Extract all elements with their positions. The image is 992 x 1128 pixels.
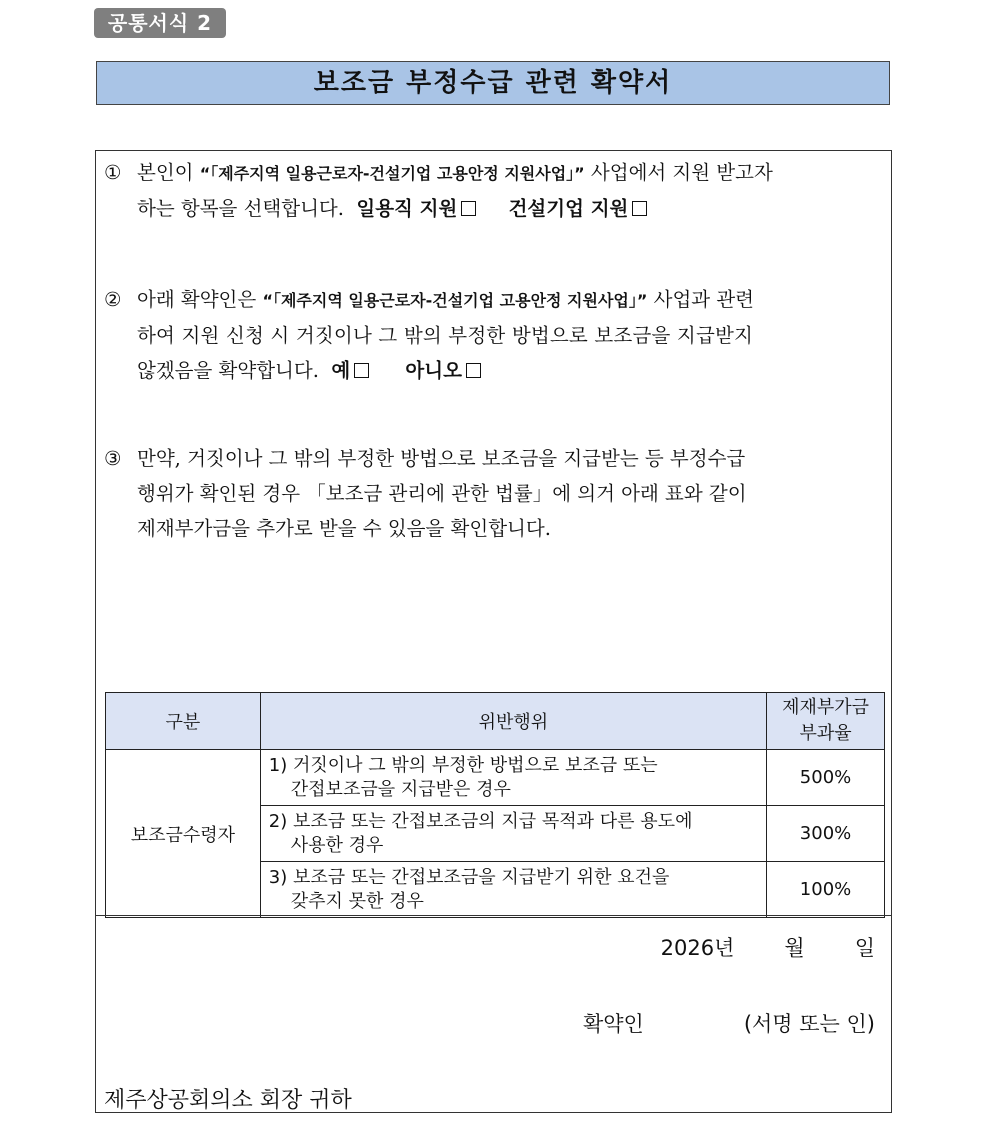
addressee: 제주상공회의소 회장 귀하 (104, 1088, 352, 1113)
category-cell: 보조금수령자 (106, 750, 261, 918)
signer-label: 확약인 (582, 1012, 644, 1036)
section-3-line-2-text: 행위가 확인된 경우 「보조금 관리에 관한 법률」에 의거 아래 표와 같이 (137, 482, 747, 505)
option-construction-company-checkbox[interactable] (632, 201, 647, 216)
violation-cell (260, 862, 766, 918)
header-violation: 위반행위 (260, 693, 766, 750)
header-rate-line-1: 제재부가금 (782, 697, 870, 718)
section-2-suffix: 사업과 관련 (653, 288, 754, 311)
section-2 (104, 282, 876, 388)
date-year: 2026년 (660, 936, 735, 960)
violation-line-1: 1) 거짓이나 그 밖의 부정한 방법으로 보조금 또는 (268, 754, 658, 776)
section-3-line-1-text: 만약, 거짓이나 그 밖의 부정한 방법으로 보조금을 지급받는 등 부정수급 (137, 447, 746, 470)
date-day: 일 (854, 936, 875, 960)
section-3-line-3-text: 제재부가금을 추가로 받을 수 있음을 확인합니다. (137, 517, 551, 540)
section-2-line-3 (104, 353, 876, 388)
section-1-suffix: 사업에서 지원 받고자 (590, 161, 773, 184)
section-1-number: ① (104, 161, 122, 184)
agree-no-checkbox[interactable] (466, 363, 481, 378)
signer-line (583, 1008, 875, 1038)
section-2-program-name: “「제주지역 일용근로자-건설기업 고용안정 지원사업」” (262, 291, 648, 310)
section-2-line-2-text: 하여 지원 신청 시 거짓이나 그 밖의 부정한 방법으로 보조금을 지급받지 (137, 324, 754, 347)
section-2-line-1 (104, 282, 876, 318)
option-daily-worker-checkbox[interactable] (461, 201, 476, 216)
section-3-line-3 (104, 511, 876, 546)
section-1-program-name: “「제주지역 일용근로자-건설기업 고용안정 지원사업」” (199, 164, 585, 183)
section-1-line-2 (104, 191, 876, 226)
signature-section-divider (95, 915, 892, 916)
date-month: 월 (784, 936, 805, 960)
rate-cell: 100% (767, 862, 885, 918)
section-1-line-2-text: 하는 항목을 선택합니다. (137, 197, 344, 220)
section-2-number: ② (104, 288, 122, 311)
violation-cell (260, 750, 766, 806)
section-1-line-1 (104, 155, 876, 191)
section-2-line-2 (104, 318, 876, 353)
rate-cell: 500% (767, 750, 885, 806)
header-rate-line-2: 부과율 (799, 723, 852, 744)
rate-cell: 300% (767, 806, 885, 862)
signer-sign-placeholder: (서명 또는 인) (743, 1012, 875, 1036)
violation-cell (260, 806, 766, 862)
agree-yes-label: 예 (331, 359, 351, 382)
agree-no-label: 아니오 (405, 359, 462, 382)
header-category: 구분 (106, 693, 261, 750)
header-rate (767, 693, 885, 750)
section-3-line-1 (104, 441, 876, 476)
agree-yes-checkbox[interactable] (354, 363, 369, 378)
penalty-table-header (106, 693, 885, 750)
violation-line-1: 3) 보조금 또는 간접보조금을 지급받기 위한 요건을 (268, 866, 670, 888)
section-1 (104, 155, 876, 226)
penalty-table (105, 692, 885, 918)
violation-line-2: 간접보조금을 지급받은 경우 (290, 778, 511, 800)
form-label-badge: 공통서식 2 (94, 8, 226, 38)
section-3 (104, 441, 876, 546)
section-2-line-3-text: 않겠음을 확약합니다. (137, 359, 319, 382)
violation-line-1: 2) 보조금 또는 간접보조금의 지급 목적과 다른 용도에 (268, 810, 693, 832)
document-title: 보조금 부정수급 관련 확약서 (96, 61, 890, 105)
option-construction-company-label: 건설기업 지원 (508, 197, 629, 220)
section-3-number: ③ (104, 447, 122, 470)
violation-line-2: 갖추지 못한 경우 (290, 890, 424, 912)
violation-line-2: 사용한 경우 (290, 834, 384, 856)
option-daily-worker-label: 일용직 지원 (356, 197, 458, 220)
section-3-line-2 (104, 476, 876, 511)
table-row (106, 750, 885, 806)
section-2-prefix: 아래 확약인은 (137, 288, 257, 311)
section-1-prefix: 본인이 (137, 161, 194, 184)
date-line (661, 932, 875, 962)
